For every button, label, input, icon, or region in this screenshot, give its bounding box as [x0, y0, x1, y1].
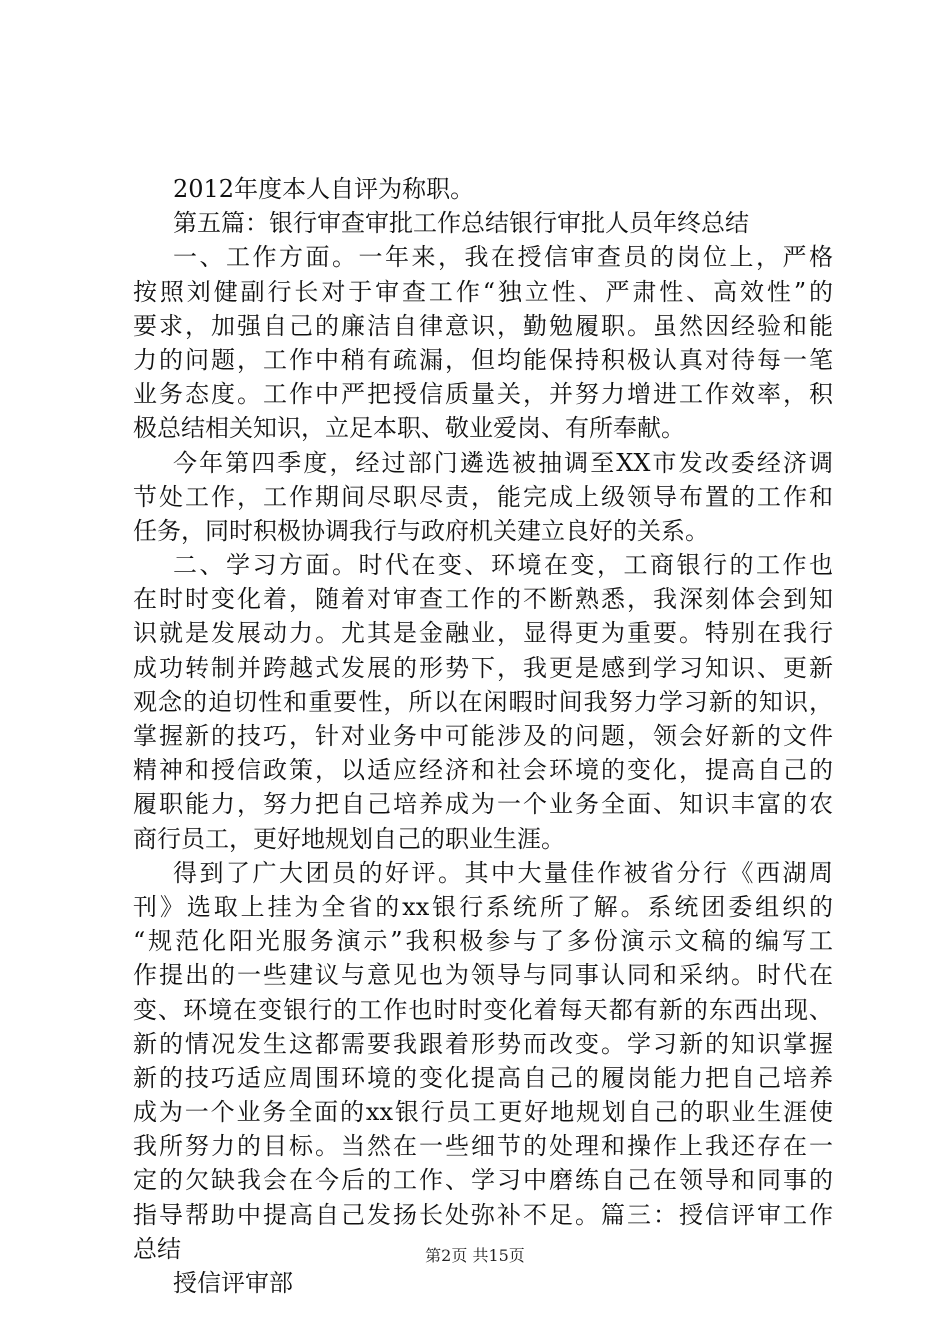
text-line: 定的欠缺我会在今后的工作、学习中磨练自己在领导和同事的 — [133, 1166, 833, 1195]
page-footer: 第2页 共15页 — [425, 1246, 525, 1265]
text-line: 节处工作，工作期间尽职尽责，能完成上级领导布置的工作和 — [133, 482, 833, 511]
text-line: 第五篇：银行审查审批工作总结银行审批人员年终总结 — [173, 209, 749, 238]
document-body — [133, 172, 833, 1300]
text-line: 任务，同时积极协调我行与政府机关建立良好的关系。 — [133, 516, 709, 545]
text-line: 一、工作方面。一年来，我在授信审查员的岗位上，严格 — [173, 243, 833, 272]
text-line: 今年第四季度，经过部门遴选被抽调至XX市发改委经济调 — [173, 448, 833, 477]
text-line: 极总结相关知识，立足本职、敬业爱岗、有所奉献。 — [133, 414, 685, 443]
text-line: 成功转制并跨越式发展的形势下，我更是感到学习知识、更新 — [133, 653, 833, 682]
text-line: 在时时变化着，随着对审查工作的不断熟悉，我深刻体会到知 — [133, 585, 833, 614]
text-line: 履职能力，努力把自己培养成为一个业务全面、知识丰富的农 — [133, 790, 833, 819]
text-line: 力的问题，工作中稍有疏漏，但均能保持积极认真对待每一笔 — [133, 345, 833, 374]
text-line: 业务态度。工作中严把授信质量关，并努力增进工作效率，积 — [133, 380, 833, 409]
text-line: 商行员工，更好地规划自己的职业生涯。 — [133, 824, 565, 853]
text-line: 成为一个业务全面的xx银行员工更好地规划自己的职业生涯使 — [133, 1098, 833, 1127]
text-line: 作提出的一些建议与意见也为领导与同事认同和采纳。时代在 — [133, 961, 833, 990]
text-line: 我所努力的目标。当然在一些细节的处理和操作上我还存在一 — [133, 1132, 833, 1161]
text-line: 授信评审部 — [173, 1269, 293, 1297]
text-line: “规范化阳光服务演示”我积极参与了多份演示文稿的编写工 — [133, 927, 833, 956]
text-line: 新的情况发生这都需要我跟着形势而改变。学习新的知识掌握 — [133, 1029, 833, 1058]
text-line: 要求，加强自己的廉洁自律意识，勤勉履职。虽然因经验和能 — [133, 311, 833, 340]
text-line: 指导帮助中提高自己发扬长处弥补不足。篇三：授信评审工作 — [133, 1200, 833, 1229]
text-line: 得到了广大团员的好评。其中大量佳作被省分行《西湖周 — [173, 858, 833, 887]
text-line: 掌握新的技巧，针对业务中可能涉及的问题，领会好新的文件 — [133, 722, 833, 750]
text-line: 精神和授信政策，以适应经济和社会环境的变化，提高自己的 — [133, 756, 833, 785]
text-line: 总结 — [133, 1234, 181, 1263]
text-line: 2012年度本人自评为称职。 — [173, 175, 475, 203]
text-line: 二、学习方面。时代在变、环境在变，工商银行的工作也 — [173, 551, 833, 580]
text-line: 观念的迫切性和重要性，所以在闲暇时间我努力学习新的知识， — [133, 687, 833, 716]
text-line: 变、环境在变银行的工作也时时变化着每天都有新的东西出现、 — [133, 995, 833, 1024]
text-line: 新的技巧适应周围环境的变化提高自己的履岗能力把自己培养 — [133, 1063, 833, 1092]
text-line: 按照刘健副行长对于审查工作“独立性、严肃性、高效性”的 — [133, 277, 833, 306]
text-line: 刊》选取上挂为全省的xx银行系统所了解。系统团委组织的 — [133, 892, 833, 921]
text-line: 识就是发展动力。尤其是金融业，显得更为重要。特别在我行 — [133, 619, 833, 648]
